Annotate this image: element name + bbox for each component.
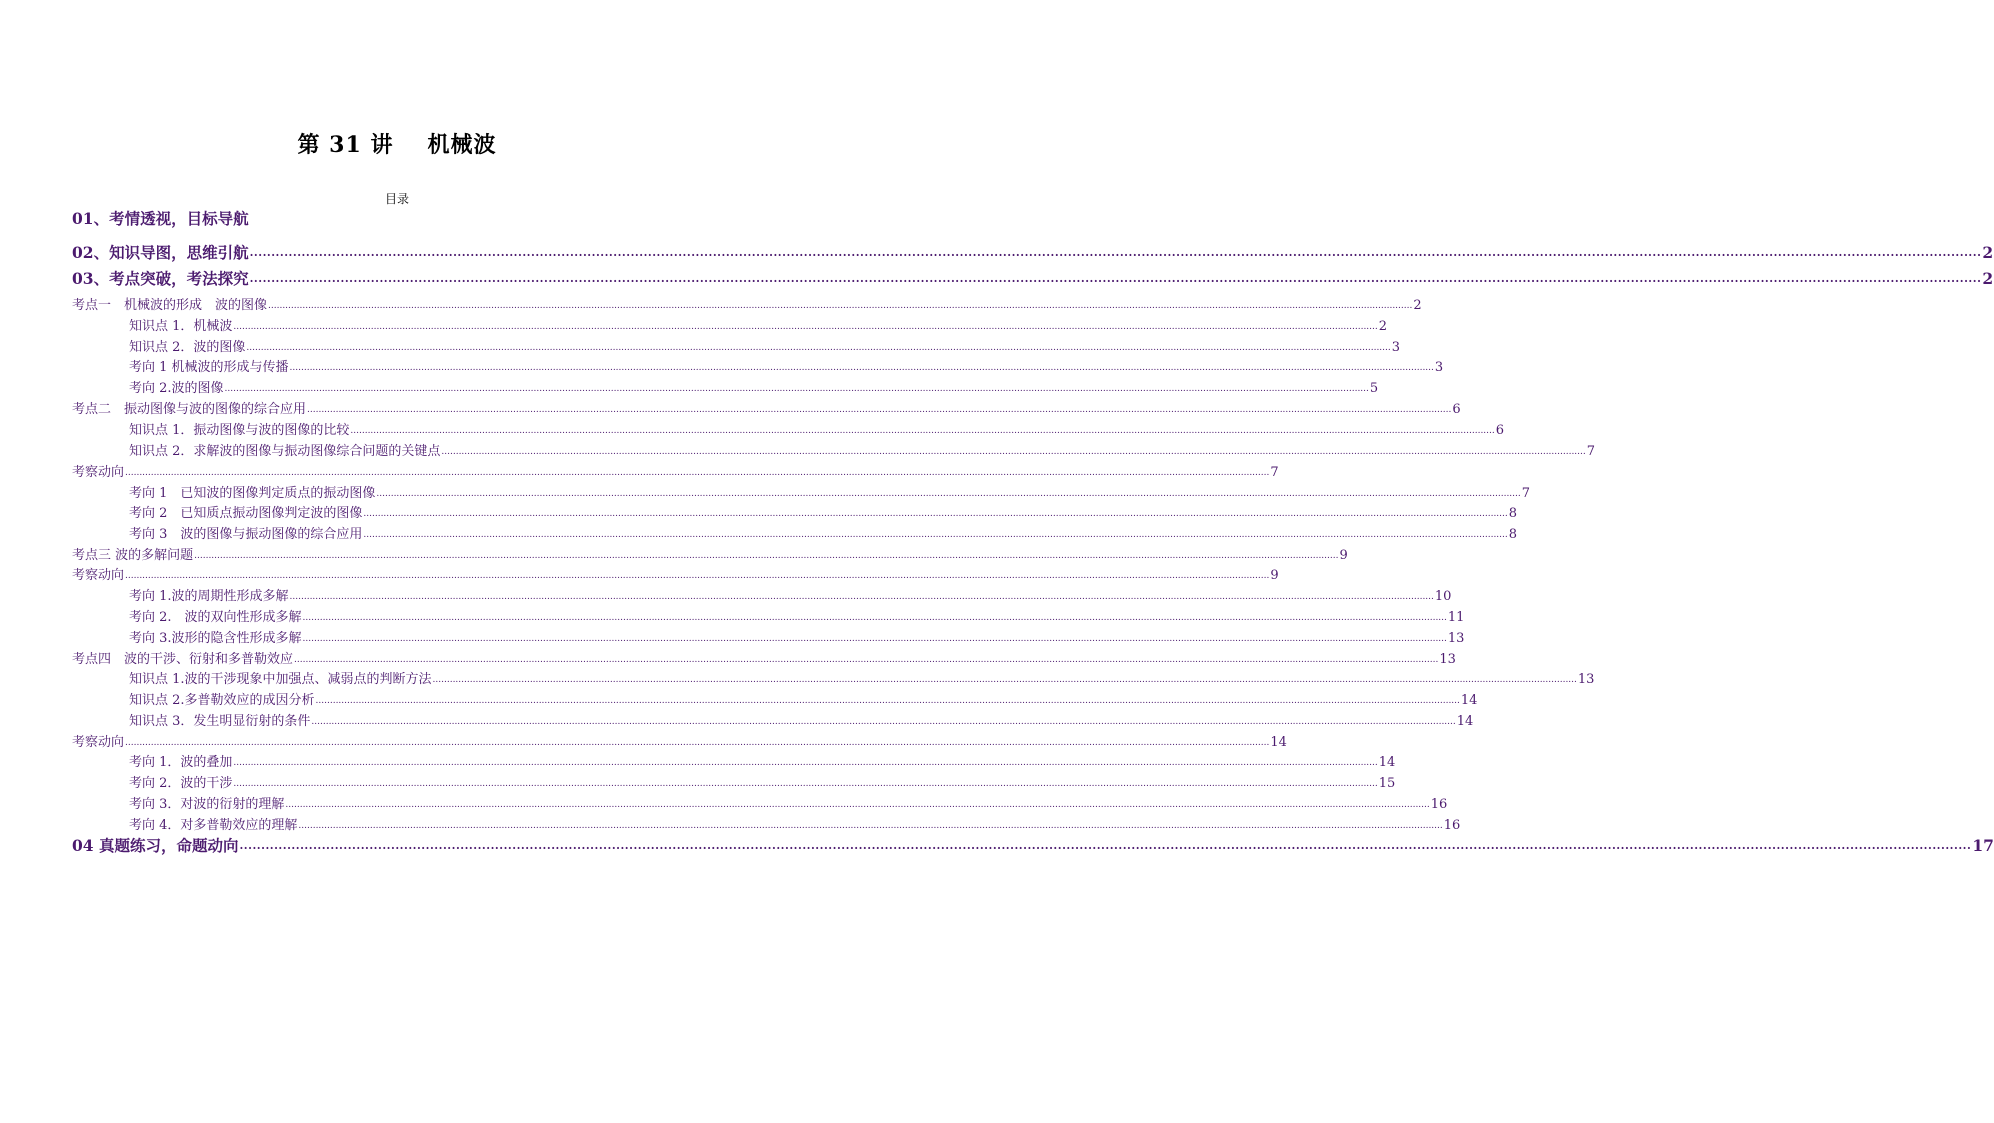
toc-entry-page: 15 [1378,776,1396,791]
toc-leader-dots: ................................................................................................................................................................................................................................................................................................................................................................................................................ [233,758,1378,768]
toc-entry-page: 7 [1270,465,1279,480]
toc-entry-page: 13 [1439,652,1456,667]
toc-entry-label: 考向 2.波的图像 [129,381,224,396]
toc-entry-label: 考向 3．对波的衍射的理解 [129,797,285,812]
toc-entry[interactable] [72,336,1401,356]
toc-entry-label: 知识点 3．发生明显衍射的条件 [129,714,311,729]
toc-entry-label: 知识点 1．振动图像与波的图像的比较 [129,423,350,438]
toc-entry-page: 5 [1369,381,1379,396]
toc-leader-dots: ................................................................................................................................................................................................................................................................................................................................................................................................................ [441,447,1586,457]
toc-entry-page: 9 [1339,548,1348,563]
toc-entry-page: 3 [1434,360,1444,375]
toc-entry[interactable] [72,482,1531,502]
toc-entry-label: 04 真题练习，命题动向 [72,836,239,855]
toc-entry[interactable] [72,564,1279,584]
toc-leader-dots: ................................................................................................................................................................................................................................................................................................................................................................................................................ [194,551,1339,561]
toc-leader-dots: ................................................................................................................................................................................................................................................................................................................................................................................................................ [233,322,1378,332]
toc-entry[interactable] [72,585,1452,605]
toc-entry[interactable] [72,461,1279,481]
toc-leader-dots: ................................................................................................................................................................................................................................................................................................................................................................................................................ [294,655,1439,665]
toc-entry-label: 考点一 机械波的形成 波的图像 [72,298,268,313]
toc-entry-page: 16 [1443,818,1461,833]
toc-entry-label: 考向 1.波的周期性形成多解 [129,589,289,604]
toc-leader-dots: ................................................................................................................................................................................................................................................................................................................................................................................................................ [311,717,1456,727]
toc-leader-dots: ................................................................................................................................................................................................................................................................................................................................................................................................................ [350,426,1495,436]
lecture-number: 第 31 讲 [297,132,394,158]
toc-entry-page: 3 [1391,340,1401,355]
toc-entry-label: 考向 2．波的干涉 [129,776,233,791]
toc-leader-dots: ................................................................................................................................................................................................................................................................................................................................................................................................................ [125,468,1270,478]
toc-entry-page: 14 [1460,693,1478,708]
toc-leader-dots: ................................................................................................................................................................................................................................................................................................................................................................................................................ [246,343,1391,353]
toc-entry-page: 13 [1447,631,1465,646]
toc-entry-page: 14 [1456,714,1474,729]
toc-entry[interactable] [72,398,1461,418]
toc-entry[interactable] [72,835,1994,855]
toc-entry-label: 考察动向 [72,568,125,583]
toc-leader-dots: ................................................................................................................................................................................................................................................................................................................................................................................................................ [268,301,1413,311]
toc-entry-page: 2 [1378,319,1388,334]
toc-entry-page: 13 [1577,672,1595,687]
toc-entry-page: 17 [1972,836,1994,855]
toc-entry-page: 9 [1270,568,1279,583]
toc-leader-dots: ................................................................................................................................................................................................................................................................................................................................................................................................................ [363,530,1508,540]
toc-leader-dots: ................................................................................................................................................................................................................................................................................................................................................................................................................ [289,363,1434,373]
page-title [0,128,794,159]
toc-entry-page: 10 [1434,589,1452,604]
toc-leader-dots: ................................................................................................................................................................................................................................................................................................................................................................................................................ [298,821,1443,831]
toc-entry-label: 考向 2 已知质点振动图像判定波的图像 [129,506,363,521]
toc-entry[interactable] [72,440,1596,460]
toc-entry[interactable] [72,523,1518,543]
toc-entry-label: 考察动向 [72,735,125,750]
toc-entry-label: 知识点 2．求解波的图像与振动图像综合问题的关键点 [129,444,441,459]
toc-entry-label: 考向 4．对多普勒效应的理解 [129,818,298,833]
toc-entry-page: 2 [1413,298,1422,313]
toc-leader-dots: ................................................................................................................................................................................................................................................................................................................................................................................................................ [224,384,1369,394]
toc-leader-dots: ................................................................................................................................................................................................................................................................................................................................................................................................................ [363,509,1508,519]
toc-leader-dots: ................................................................................................................................................................................................................................................................................................................................................................................................................ [125,571,1270,581]
toc-entry[interactable] [72,419,1505,439]
toc-entry[interactable] [72,315,1388,335]
toc-leader-dots: ................................................................................................................................................................................................................................................................................................................................................................................................................ [376,489,1521,499]
toc-leader-dots: ................................................................................................................................................................................................................................................................................................................................................................................................................ [315,696,1460,706]
toc-entry[interactable] [72,544,1348,564]
toc-entry-label: 知识点 1.波的干涉现象中加强点、减弱点的判断方法 [129,672,432,687]
lecture-topic: 机械波 [427,132,497,158]
toc-entry-label: 考向 3 波的图像与振动图像的综合应用 [129,527,363,542]
toc-entry[interactable] [72,294,1422,314]
toc-entry[interactable] [72,648,1456,668]
toc-entry-label: 考向 1 机械波的形成与传播 [129,360,289,375]
toc-leader-dots: ................................................................................................................................................................................................................................................................................................................................................................................................................ [302,634,1447,644]
toc-entry[interactable] [72,208,722,228]
toc-entry-page: 2 [1982,269,1994,288]
toc-entry-label: 知识点 2．波的图像 [129,340,246,355]
toc-leader-dots: ................................................................................................................................................................................................................................................................................................................................................................................................................ [249,246,1982,259]
toc-entry-page: 6 [1452,402,1461,417]
toc-entry-page: 11 [1447,610,1465,625]
toc-entry-label: 考向 2. 波的双向性形成多解 [129,610,302,625]
toc-entry[interactable] [72,710,1474,730]
toc-entry[interactable] [72,606,1465,626]
toc-leader-dots: ................................................................................................................................................................................................................................................................................................................................................................................................................ [285,800,1430,810]
toc-entry-label: 考向 3.波形的隐含性形成多解 [129,631,302,646]
toc-entry[interactable] [72,502,1518,522]
toc-leader-dots: ................................................................................................................................................................................................................................................................................................................................................................................................................ [302,613,1447,623]
toc-entry-label: 02、知识导图，思维引航 [72,243,249,262]
toc-entry[interactable] [72,814,1461,834]
toc-entry[interactable] [72,751,1396,771]
toc-entry[interactable] [72,356,1444,376]
toc-entry-page: 2 [1982,243,1994,262]
toc-entry-label: 考点四 波的干涉、衍射和多普勒效应 [72,652,294,667]
toc-entry[interactable] [72,268,1994,288]
toc-leader-dots: ................................................................................................................................................................................................................................................................................................................................................................................................................ [239,839,1972,852]
toc-entry[interactable] [72,668,1595,688]
toc-entry-page: 16 [1430,797,1448,812]
toc-entry[interactable] [72,627,1465,647]
toc-entry[interactable] [72,377,1379,397]
toc-leader-dots: ................................................................................................................................................................................................................................................................................................................................................................................................................ [289,592,1434,602]
toc-entry-page: 14 [1270,735,1287,750]
toc-entry-label: 考察动向 [72,465,125,480]
toc-entry-label: 考向 1 已知波的图像判定质点的振动图像 [129,486,376,501]
toc-leader-dots: ................................................................................................................................................................................................................................................................................................................................................................................................................ [125,738,1270,748]
toc-entry[interactable] [72,242,1994,262]
toc-entry-label: 考点三 波的多解问题 [72,548,194,563]
toc-entry-label: 考向 1．波的叠加 [129,755,233,770]
toc-entry[interactable] [72,793,1448,813]
toc-entry-label: 知识点 1．机械波 [129,319,233,334]
toc-entry-page: 14 [1378,755,1396,770]
toc-entry-label: 知识点 2.多普勒效应的成因分析 [129,693,315,708]
toc-entry-page: 7 [1521,486,1531,501]
toc-leader-dots: ................................................................................................................................................................................................................................................................................................................................................................................................................ [307,405,1452,415]
toc-entry[interactable] [72,772,1396,792]
toc-entry-label: 考点二 振动图像与波的图像的综合应用 [72,402,307,417]
toc-entry-page: 6 [1495,423,1505,438]
toc-leader-dots: ................................................................................................................................................................................................................................................................................................................................................................................................................ [249,272,1982,285]
toc-leader-dots: ................................................................................................................................................................................................................................................................................................................................................................................................................ [233,779,1378,789]
toc-entry-page: 7 [1586,444,1596,459]
toc-leader-dots: ................................................................................................................................................................................................................................................................................................................................................................................................................ [432,675,1577,685]
toc-entry[interactable] [72,731,1287,751]
toc-entry-page: 8 [1508,506,1518,521]
toc-entry-label: 03、考点突破，考法探究 [72,269,249,288]
toc-entry-label: 01、考情透视，目标导航 [72,209,249,228]
toc-entry[interactable] [72,689,1478,709]
toc-entry-page: 8 [1508,527,1518,542]
toc-heading: 目录 [384,192,409,206]
